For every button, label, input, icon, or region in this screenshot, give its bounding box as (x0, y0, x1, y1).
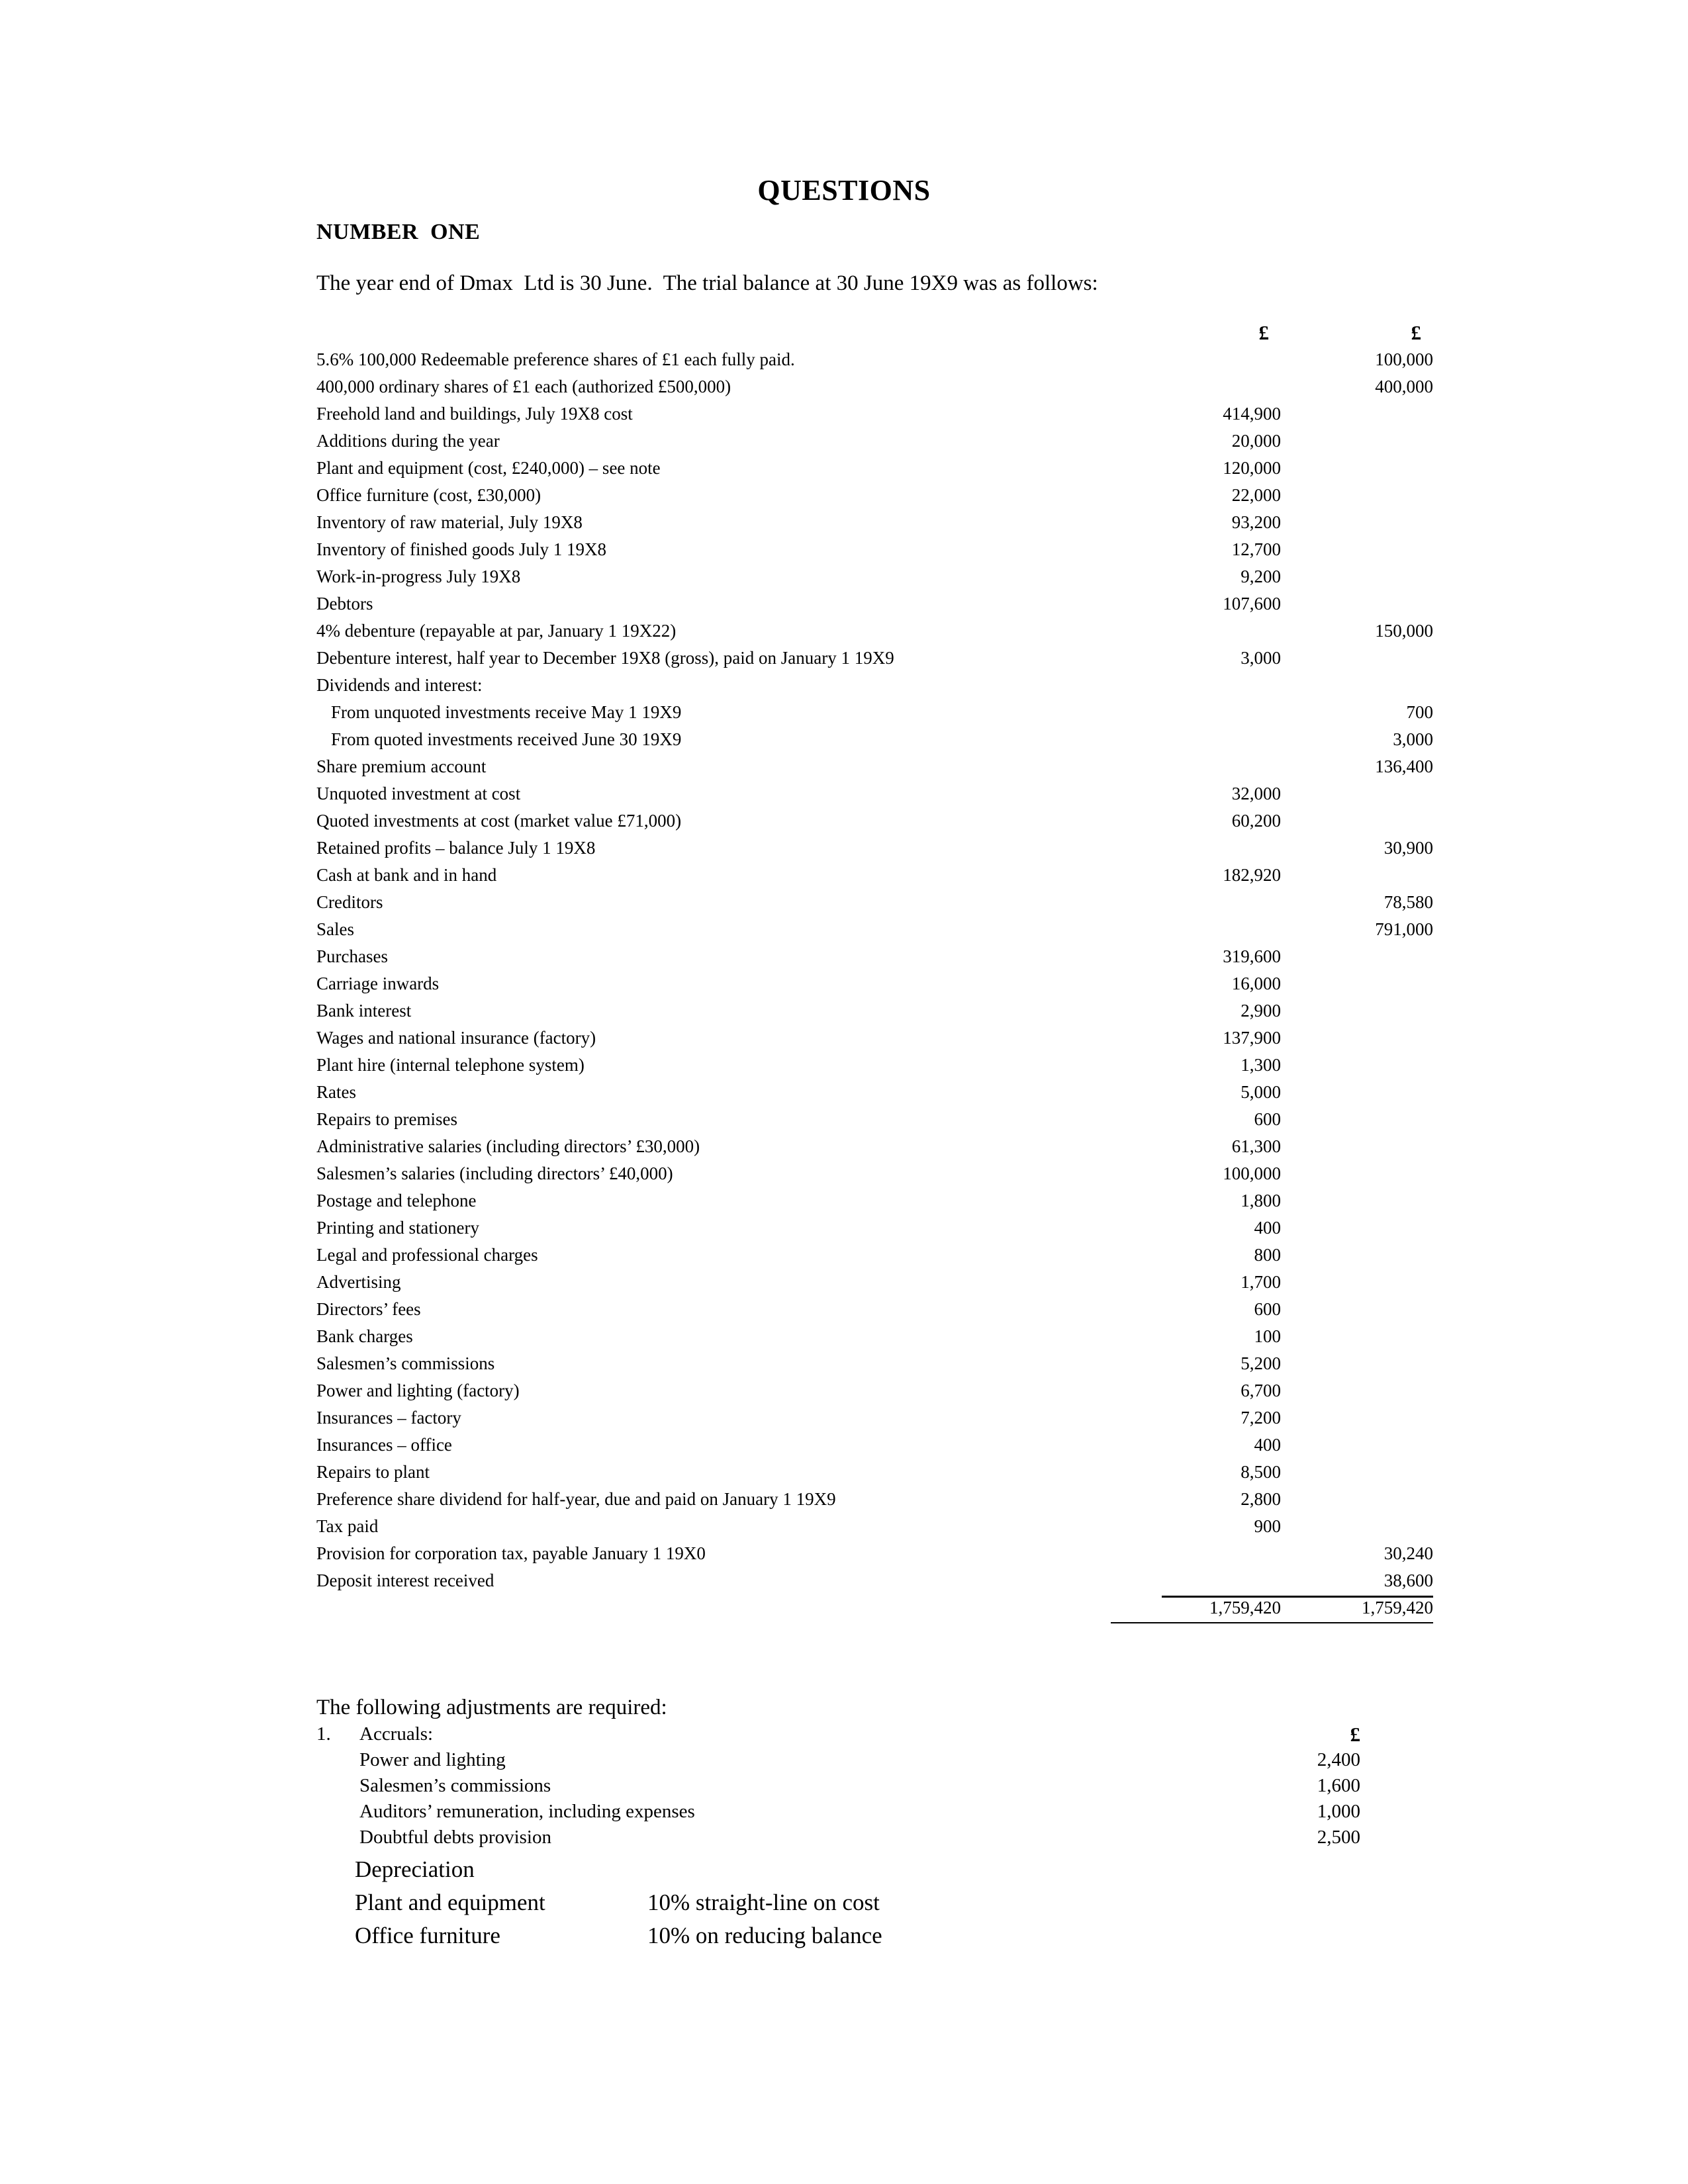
trial-balance-rows (316, 346, 1435, 1594)
row-label: Preference share dividend for half-year, due and paid on January 1 19X9 (316, 1489, 836, 1509)
row-label: Printing and stationery (316, 1218, 479, 1238)
question-number-heading: NUMBER ONE (316, 220, 481, 244)
accruals-rows (316, 1747, 1435, 1850)
row-label: Sales (316, 919, 354, 939)
table-row (316, 835, 1435, 862)
row-credit-value: 791,000 (1375, 919, 1433, 939)
row-debit-value: 107,600 (1223, 594, 1281, 614)
accrual-label: Doubtful debts provision (359, 1827, 551, 1848)
table-row (316, 1106, 1435, 1133)
depreciation-rows (316, 1886, 1435, 1952)
table-row (316, 807, 1435, 835)
depreciation-heading: Depreciation (355, 1856, 475, 1882)
table-row (316, 536, 1435, 563)
row-label: Unquoted investment at cost (316, 784, 521, 803)
accrual-value: 1,000 (1317, 1801, 1360, 1822)
row-debit-value: 60,200 (1231, 811, 1281, 831)
row-debit-value: 61,300 (1231, 1136, 1281, 1156)
row-credit-value: 38,600 (1383, 1570, 1433, 1590)
row-debit-value: 3,000 (1241, 648, 1281, 668)
table-row (316, 889, 1435, 916)
row-label: Insurances – factory (316, 1408, 461, 1428)
row-label: Quoted investments at cost (market value £71,000) (316, 811, 682, 831)
row-label: Work-in-progress July 19X8 (316, 567, 521, 586)
row-debit-value: 319,600 (1223, 946, 1281, 966)
row-debit-value: 182,920 (1223, 865, 1281, 885)
row-debit-value: 800 (1254, 1245, 1281, 1265)
table-row (316, 482, 1435, 509)
row-debit-value: 1,700 (1241, 1272, 1281, 1292)
row-label: Debenture interest, half year to December 19X8 (gross), paid on January 1 19X9 (316, 648, 894, 668)
table-row (316, 1269, 1435, 1296)
column-header-credit-currency: £ (1411, 321, 1421, 344)
row-credit-value: 150,000 (1375, 621, 1433, 641)
row-label: Administrative salaries (including directors’ £30,000) (316, 1136, 700, 1156)
table-row (316, 1513, 1435, 1540)
row-label: Salesmen’s commissions (316, 1353, 495, 1373)
adjustment-item-1 (316, 1721, 1435, 1747)
table-row (316, 617, 1435, 645)
table-row (316, 1160, 1435, 1187)
row-debit-value: 400 (1254, 1218, 1281, 1238)
row-debit-value: 400 (1254, 1435, 1281, 1455)
table-row (316, 1404, 1435, 1432)
row-label: Power and lighting (factory) (316, 1381, 520, 1400)
row-debit-value: 6,700 (1241, 1381, 1281, 1400)
row-label: Inventory of finished goods July 1 19X8 (316, 539, 606, 559)
row-debit-value: 5,000 (1241, 1082, 1281, 1102)
row-label: Tax paid (316, 1516, 379, 1536)
row-label: Purchases (316, 946, 388, 966)
list-item (316, 1799, 1435, 1825)
adjustments-heading: The following adjustments are required: (316, 1696, 667, 1719)
table-row (316, 590, 1435, 617)
row-credit-value: 400,000 (1375, 377, 1433, 396)
row-credit-value: 78,580 (1383, 892, 1433, 912)
row-debit-value: 120,000 (1223, 458, 1281, 478)
row-debit-value: 20,000 (1231, 431, 1281, 451)
table-row (316, 1486, 1435, 1513)
table-row (316, 1350, 1435, 1377)
table-row (316, 916, 1435, 943)
table-row (316, 672, 1435, 699)
accrual-label: Salesmen’s commissions (359, 1775, 551, 1796)
table-row (316, 780, 1435, 807)
depreciation-asset: Plant and equipment (355, 1889, 545, 1915)
column-header-debit-currency: £ (1258, 321, 1269, 344)
table-row (316, 1133, 1435, 1160)
row-debit-value: 12,700 (1231, 539, 1281, 559)
row-credit-value: 700 (1406, 702, 1433, 722)
adjustments-section (316, 1694, 1435, 1952)
row-debit-value: 137,900 (1223, 1028, 1281, 1048)
row-debit-value: 16,000 (1231, 974, 1281, 993)
adjustments-currency-header: £ (1350, 1723, 1360, 1746)
page-title: QUESTIONS (757, 174, 931, 206)
row-debit-value: 2,800 (1241, 1489, 1281, 1509)
table-row (316, 645, 1435, 672)
row-debit-value: 9,200 (1241, 567, 1281, 586)
table-row (316, 1567, 1435, 1594)
table-row (316, 726, 1435, 753)
row-debit-value: 32,000 (1231, 784, 1281, 803)
accrual-label: Auditors’ remuneration, including expenses (359, 1801, 695, 1822)
row-label: Directors’ fees (316, 1299, 421, 1319)
table-row (316, 563, 1435, 590)
row-label: Creditors (316, 892, 383, 912)
row-debit-value: 1,800 (1241, 1191, 1281, 1210)
row-label: From quoted investments received June 30 19X9 (331, 729, 682, 749)
row-label: Salesmen’s salaries (including directors’ £40,000) (316, 1163, 673, 1183)
row-credit-value: 3,000 (1393, 729, 1433, 749)
table-row (316, 997, 1435, 1024)
row-label: Wages and national insurance (factory) (316, 1028, 596, 1048)
row-label: Bank charges (316, 1326, 413, 1346)
table-row (316, 1079, 1435, 1106)
row-debit-value: 100,000 (1223, 1163, 1281, 1183)
list-item (316, 1825, 1435, 1850)
row-debit-value: 900 (1254, 1516, 1281, 1536)
trial-balance-header-row (316, 319, 1435, 346)
row-debit-value: 93,200 (1231, 512, 1281, 532)
row-label: From unquoted investments receive May 1 19X9 (331, 702, 682, 722)
intro-paragraph: The year end of Dmax Ltd is 30 June. The trial balance at 30 June 19X9 was as follows: (316, 271, 1098, 295)
total-credit: 1,759,420 (1263, 1594, 1433, 1623)
table-row (316, 1187, 1435, 1214)
accrual-label: Power and lighting (359, 1749, 506, 1770)
row-label: Repairs to plant (316, 1462, 430, 1482)
row-label: Advertising (316, 1272, 401, 1292)
table-row (316, 1024, 1435, 1052)
row-label: Retained profits – balance July 1 19X8 (316, 838, 596, 858)
row-label: 5.6% 100,000 Redeemable preference shares of £1 each fully paid. (316, 349, 795, 369)
table-row (316, 428, 1435, 455)
row-label: Plant hire (internal telephone system) (316, 1055, 585, 1075)
row-debit-value: 7,200 (1241, 1408, 1281, 1428)
row-label: 4% debenture (repayable at par, January 1 19X22) (316, 621, 677, 641)
depreciation-method: 10% on reducing balance (647, 1923, 882, 1948)
table-row (316, 509, 1435, 536)
table-row (316, 862, 1435, 889)
row-label: Plant and equipment (cost, £240,000) – see note (316, 458, 661, 478)
row-debit-value: 600 (1254, 1299, 1281, 1319)
table-row (316, 1296, 1435, 1323)
row-label: Dividends and interest: (316, 675, 483, 695)
total-debit: 1,759,420 (1111, 1594, 1281, 1623)
adjustment-item-label: Accruals: (359, 1723, 434, 1745)
table-row (316, 400, 1435, 428)
row-label: Provision for corporation tax, payable January 1 19X0 (316, 1543, 706, 1563)
row-debit-value: 22,000 (1231, 485, 1281, 505)
depreciation-block (316, 1853, 1435, 1952)
row-credit-value: 30,900 (1383, 838, 1433, 858)
row-debit-value: 1,300 (1241, 1055, 1281, 1075)
adjustment-item-number: 1. (316, 1723, 331, 1745)
table-row (316, 1540, 1435, 1567)
row-label: Office furniture (cost, £30,000) (316, 485, 541, 505)
accrual-value: 2,400 (1317, 1749, 1360, 1770)
list-item (316, 1919, 1435, 1952)
table-row (316, 346, 1435, 373)
table-row (316, 1214, 1435, 1242)
table-row (316, 970, 1435, 997)
row-debit-value: 414,900 (1223, 404, 1281, 424)
list-item (316, 1886, 1435, 1919)
table-row (316, 1377, 1435, 1404)
table-row (316, 1459, 1435, 1486)
depreciation-asset: Office furniture (355, 1923, 500, 1948)
row-label: Repairs to premises (316, 1109, 457, 1129)
table-row (316, 1242, 1435, 1269)
accrual-value: 2,500 (1317, 1827, 1360, 1848)
row-debit-value: 600 (1254, 1109, 1281, 1129)
table-row (316, 1052, 1435, 1079)
row-label: Carriage inwards (316, 974, 440, 993)
list-item (316, 1773, 1435, 1799)
row-label: 400,000 ordinary shares of £1 each (authorized £500,000) (316, 377, 731, 396)
row-label: Legal and professional charges (316, 1245, 538, 1265)
row-label: Bank interest (316, 1001, 412, 1021)
row-debit-value: 2,900 (1241, 1001, 1281, 1021)
row-label: Additions during the year (316, 431, 500, 451)
trial-balance-totals-row (316, 1594, 1435, 1621)
depreciation-method: 10% straight-line on cost (647, 1889, 880, 1915)
row-label: Rates (316, 1082, 356, 1102)
row-label: Freehold land and buildings, July 19X8 cost (316, 404, 633, 424)
row-label: Cash at bank and in hand (316, 865, 497, 885)
row-label: Inventory of raw material, July 19X8 (316, 512, 583, 532)
row-label: Debtors (316, 594, 373, 614)
row-debit-value: 8,500 (1241, 1462, 1281, 1482)
table-row (316, 1432, 1435, 1459)
table-row (316, 373, 1435, 400)
table-row (316, 753, 1435, 780)
row-label: Share premium account (316, 756, 487, 776)
row-label: Postage and telephone (316, 1191, 477, 1210)
trial-balance-table (316, 319, 1435, 1621)
row-credit-value: 136,400 (1375, 756, 1433, 776)
table-row (316, 455, 1435, 482)
row-debit-value: 100 (1254, 1326, 1281, 1346)
row-debit-value: 5,200 (1241, 1353, 1281, 1373)
table-row (316, 943, 1435, 970)
row-credit-value: 100,000 (1375, 349, 1433, 369)
accrual-value: 1,600 (1317, 1775, 1360, 1796)
row-label: Insurances – office (316, 1435, 452, 1455)
list-item (316, 1747, 1435, 1773)
row-credit-value: 30,240 (1383, 1543, 1433, 1563)
row-label: Deposit interest received (316, 1570, 494, 1590)
table-row (316, 699, 1435, 726)
table-row (316, 1323, 1435, 1350)
